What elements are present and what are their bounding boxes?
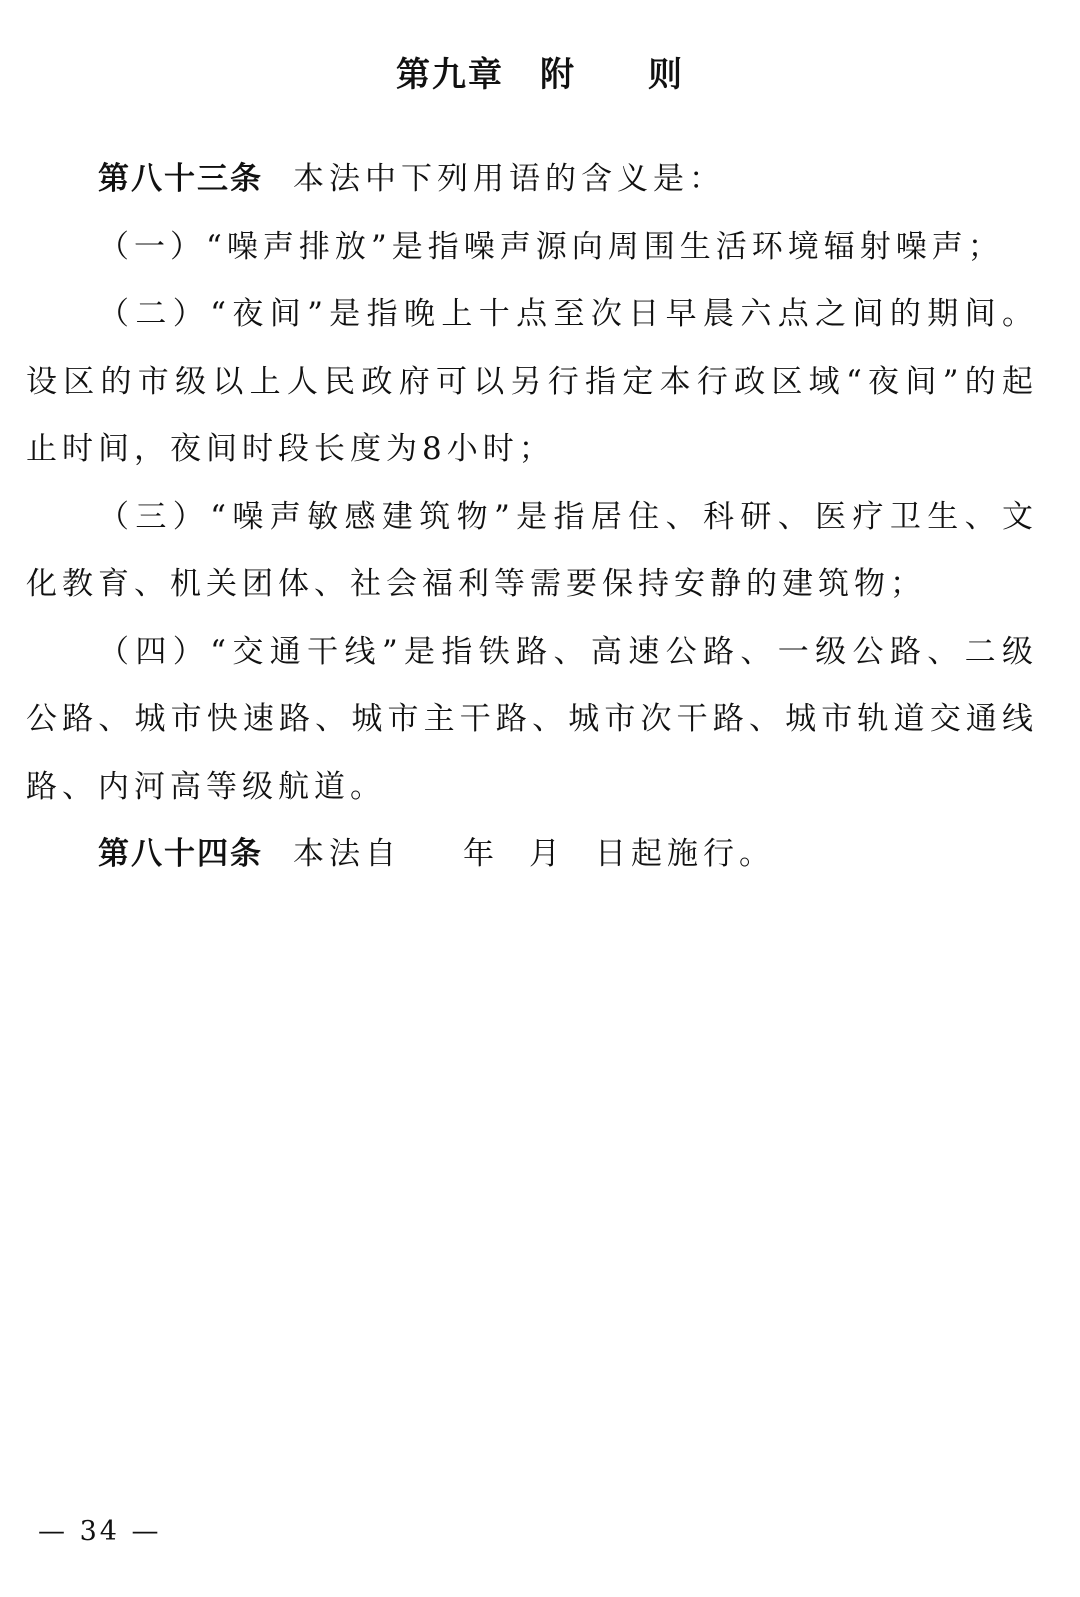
- definition-item-3: （三）“噪声敏感建筑物”是指居住、科研、医疗卫生、文化教育、机关团体、社会福利等需要保持安静的建筑物；: [26, 498, 1038, 602]
- article-83-paragraph: [26, 146, 1038, 214]
- article-83-text: 本法中下列用语的含义是：: [293, 161, 725, 197]
- article-84-year: 年: [463, 836, 499, 872]
- article-84-paragraph: [26, 821, 1038, 889]
- definition-item-4: （四）“交通干线”是指铁路、高速公路、一级公路、二级公路、城市快速路、城市主干路、城市次干路、城市轨道交通线路、内河高等级航道。: [26, 633, 1038, 805]
- article-84-label: 第八十四条: [98, 836, 263, 872]
- definition-item-1: （一）“噪声排放”是指噪声源向周围生活环境辐射噪声；: [98, 228, 1004, 265]
- chapter-title: 第九章 附 则: [396, 55, 684, 95]
- article-84-month: 月: [529, 836, 565, 872]
- page-number: — 34 —: [38, 1516, 162, 1547]
- document-body: [26, 146, 1038, 889]
- article-84-text-before: 本法自: [293, 836, 401, 872]
- article-83-label: 第八十三条: [98, 161, 263, 197]
- definition-item-2: （二）“夜间”是指晚上十点至次日早晨六点之间的期间。设区的市级以上人民政府可以另行指定本行政区域“夜间”的起止时间，夜间时段长度为8小时；: [26, 296, 1038, 467]
- article-84-text-after: 日起施行。: [595, 836, 775, 872]
